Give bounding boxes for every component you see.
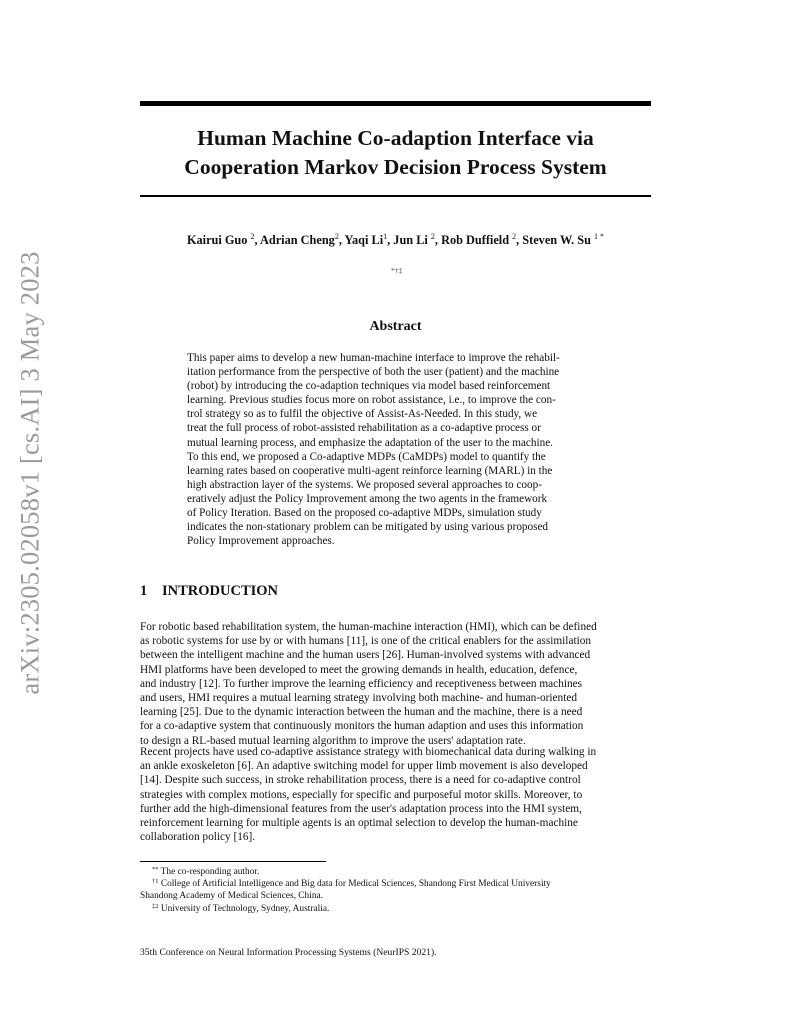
title-top-rule [140,101,651,106]
abstract-line: To this end, we proposed a Co-adaptive MDPs (CaMDPs) model to quantify the [187,450,546,463]
author-name: Adrian Cheng [259,233,335,247]
footnote-affiliation-1 [140,878,652,890]
body-text-line: reinforcement learning for multiple agents is an optimal selection to develop the human-machine [140,817,578,830]
footnote-affiliation-2 [140,903,652,915]
author-affiliation-mark: 2 [512,232,517,241]
affiliation-marks: *†‡ [391,266,403,275]
abstract-line: learning rates based on cooperative multi-agent reinforce learning (MARL) in the [187,464,553,477]
abstract-line: indicates the non-stationary problem can be mitigated by using various proposed [187,521,549,534]
body-text-line: and industry [12]. To further improve the learning efficiency and receptiveness between machines [140,677,583,690]
author-name: Jun Li [393,233,428,247]
body-text-line: to design a RL-based mutual learning algorithm to improve the users' adaptation rate. [140,734,526,747]
body-text-line: further add the high-dimensional features from the user's adaptation process into the HMI system, [140,802,582,815]
footnote-affiliation-1-continued [140,890,652,902]
author-affiliation-mark: 1 * [594,232,605,241]
footnote-text: University of Technology, Sydney, Australia. [158,903,330,914]
abstract-line: high abstraction layer of the systems. We proposed several approaches to coop- [187,478,542,491]
body-text-line: between the intelligent machine and the human users [26]. Human-involved systems with advanced [140,649,591,662]
author-name: Yaqi Li [344,233,384,247]
title-bottom-rule [140,195,651,197]
body-text-line: HMI platforms have been developed to meet the growing demands in health, education, defence, [140,663,578,676]
abstract-line: trol strategy so as to fulfil the objective of Assist-As-Needed. In this study, we [187,408,538,421]
introduction-paragraph-2 [140,745,652,844]
body-text-line: Recent projects have used co-adaptive assistance strategy with biomechanical data during walking in [140,746,597,758]
abstract-line: Policy Improvement approaches. [187,535,335,548]
author-name: Rob Duffield [441,233,510,247]
abstract-line: itation performance from the perspective of both the user (patient) and the machine [187,366,560,379]
body-text-line: as robotic systems for use by or with humans [11], is one of the critical enablers for the assimilation [140,635,592,648]
author-name: Kairui Guo [186,233,248,247]
abstract-line: learning. Previous studies focus more on robot assistance, i.e., to improve the con- [187,394,556,407]
footnote-mark: ‡2 [152,902,159,910]
footnote-text: The co-responding author. [158,867,260,877]
footnote-rule [140,861,326,862]
footnote-corresponding-author [140,866,652,878]
conference-footer: 35th Conference on Neural Information Processing Systems (NeurIPS 2021). [140,947,437,958]
abstract-line: This paper aims to develop a new human-machine interface to improve the rehabil- [187,352,560,364]
author-list: Kairui Guo $^2$, Adrian Cheng$^2$, Yaqi Li$^1$, Jun Li $^2$, Rob Duffield $^2$, Steven W. Su $^{1 *}$ [186,232,605,247]
abstract-line: treat the full process of robot-assisted rehabilitation as a co-adaptive process or [187,422,541,435]
body-text-line: [14]. Despite such success, in stroke rehabilitation process, there is a need for co-adaptive control [140,774,581,787]
section-title: INTRODUCTION [162,583,279,599]
footnote-text: Shandong Academy of Medical Sciences, China. [140,891,324,902]
abstract-line: eratively adjust the Policy Improvement among the two agents in the framework [187,492,548,505]
abstract-body [187,351,607,548]
section-number: 1 [140,583,148,599]
abstract-line: mutual learning process, and emphasize the adaptation of the user to the machine. [187,436,553,449]
abstract-line: of Policy Iteration. Based on the proposed co-adaptive MDPs, simulation study [187,507,542,520]
introduction-paragraph-1 [140,620,652,748]
body-text-line: learning [25]. Due to the dynamic interaction between the human and the machine, there is a need [140,706,583,719]
footnotes [140,866,652,915]
body-text-line: strategies with complex motions, especially for specific and purposeful motor skills. Moreover, to [140,788,583,801]
body-text-line: and users, HMI requires a mutual learning strategy involving both machine- and human-oriented [140,692,578,705]
body-text-line: for a co-adaptive system that continuously monitors the human adaption and uses this information [140,720,584,733]
author-affiliation-mark: 1 [383,232,388,241]
paper-title-line: Human Machine Co-adaption Interface via [197,126,594,150]
abstract-line: (robot) by introducing the co-adaption techniques via model based reinforcement [187,380,551,393]
footnote-mark: †1 [152,878,159,886]
paper-title-line: Cooperation Markov Decision Process System [184,155,607,179]
abstract-heading: Abstract [369,319,422,334]
body-text-line: an ankle exoskeleton [6]. An adaptive switching model for upper limb movement is also developed [140,760,588,773]
body-text-line: collaboration policy [16]. [140,831,256,844]
section-heading-introduction [140,583,278,600]
author-affiliation-mark: 2 [430,232,435,241]
author-name: Steven W. Su [522,233,591,247]
author-affiliation-mark: 2 [334,232,339,241]
author-affiliation-mark: 2 [250,232,255,241]
arxiv-identifier-text: arXiv:2305.02058v1 [cs.AI] 3 May 2023 [14,251,45,695]
footnote-text: College of Artificial Intelligence and Big data for Medical Sciences, Shandong First Medical University [158,879,551,890]
body-text-line: For robotic based rehabilitation system, the human-machine interaction (HMI), which can be defined [140,621,597,633]
footnote-mark: ** [152,866,159,873]
arxiv-identifier-stamp [0,253,60,693]
paper-title [140,124,651,182]
